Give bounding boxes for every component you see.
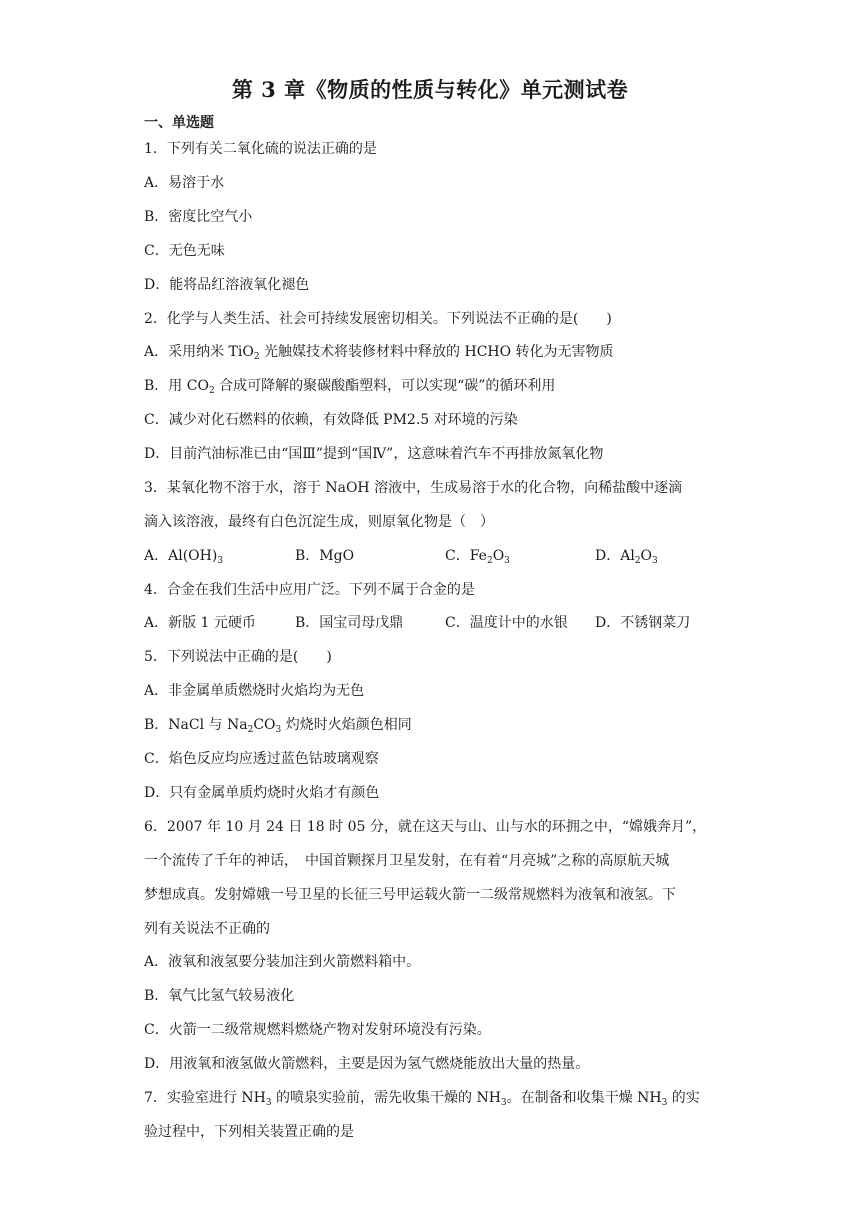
question-3-option-a: A．$Al(OH)_3$ xyxy=(144,548,224,566)
question-7-stem-line-2: 验过程中，下列相关装置正确的是 xyxy=(144,1124,354,1140)
question-1-stem: 1．下列有关二氧化硫的说法正确的是 xyxy=(144,141,377,157)
question-1-option-c: C．无色无味 xyxy=(144,243,225,259)
question-5-option-d: D．只有金属单质灼烧时火焰才有颜色 xyxy=(144,785,380,801)
question-4-option-d: D．不锈钢菜刀 xyxy=(595,615,691,631)
question-5-option-a: A．非金属单质燃烧时火焰均为无色 xyxy=(144,683,365,699)
question-6-stem-line-3: 梦想成真。发射嫦娥一号卫星的长征三号甲运载火箭一二级常规燃料为液氧和液氢。下 xyxy=(144,887,676,903)
question-2-option-c: C．减少对化石燃料的依赖，有效降低 PM2.5 对环境的污染 xyxy=(144,412,518,428)
question-5-option-b: B．NaCl 与 $Na_2CO_3$ 灼烧时火焰颜色相同 xyxy=(144,717,412,735)
question-6-option-a: A．液氧和液氢要分装加注到火箭燃料箱中。 xyxy=(144,954,421,970)
question-2-option-d: D．目前汽油标准已由“国Ⅲ”提到“国Ⅳ”，这意味着汽车不再排放氮氧化物 xyxy=(144,446,604,462)
question-4-option-c: C．温度计中的水银 xyxy=(445,615,568,631)
question-3-stem-line-1: 3．某氧化物不溶于水，溶于 NaOH 溶液中，生成易溶于水的化合物，向稀盐酸中逐滴 xyxy=(144,480,683,496)
question-6-stem-line-4: 列有关说法不正确的 xyxy=(144,921,270,937)
question-6-stem-line-1: 6．2007 年 10 月 24 日 18 时 05 分，就在这天与山、山与水的环拥之中，“嫦娥奔月”， xyxy=(144,819,707,835)
question-2-option-b: B．用 $CO_2$ 合成可降解的聚碳酸酯塑料，可以实现“碳”的循环利用 xyxy=(144,378,556,396)
question-3-option-b: B．MgO xyxy=(295,548,355,564)
question-7-stem-line-1: 7．实验室进行 $NH_3$ 的喷泉实验前，需先收集干燥的 $NH_3$。在制备和收集干燥 $NH_3$ 的实 xyxy=(144,1090,700,1108)
question-4-option-b: B．国宝司母戊鼎 xyxy=(295,615,404,631)
question-1-option-b: B．密度比空气小 xyxy=(144,209,253,225)
question-6-option-c: C．火箭一二级常规燃料燃烧产物对发射环境没有污染。 xyxy=(144,1022,491,1038)
question-5-stem: 5．下列说法中正确的是( ) xyxy=(144,649,332,665)
question-3-option-c: C．$Fe_2O_3$ xyxy=(445,548,510,566)
question-3-stem-line-2: 滴入该溶液，最终有白色沉淀生成，则原氧化物是（ ） xyxy=(144,514,494,530)
question-6-option-d: D．用液氧和液氢做火箭燃料，主要是因为氢气燃烧能放出大量的热量。 xyxy=(144,1056,590,1072)
question-1-option-d: D．能将品红溶液氧化褪色 xyxy=(144,277,310,293)
question-5-option-c: C．焰色反应均应透过蓝色钴玻璃观察 xyxy=(144,751,379,767)
question-6-stem-line-2: 一个流传了千年的神话， 中国首颗探月卫星发射，在有着“月亮城”之称的高原航天城 xyxy=(144,853,670,869)
question-2-stem: 2．化学与人类生活、社会可持续发展密切相关。下列说法不正确的是( ) xyxy=(144,311,612,327)
question-3-option-d: D．$Al_2O_3$ xyxy=(595,548,658,566)
question-1-option-a: A．易溶于水 xyxy=(144,175,225,191)
question-4-option-a: A．新版 1 元硬币 xyxy=(144,615,256,631)
question-6-option-b: B．氧气比氢气较易液化 xyxy=(144,988,295,1004)
page-title: 第 3 章《物质的性质与转化》单元测试卷 xyxy=(231,77,629,102)
section-heading: 一、单选题 xyxy=(144,115,214,131)
question-2-option-a: A．采用纳米 TiO$_2$ 光触媒技术将装修材料中释放的 HCHO 转化为无害物质 xyxy=(144,344,614,362)
question-4-stem: 4．合金在我们生活中应用广泛。下列不属于合金的是 xyxy=(144,582,475,598)
